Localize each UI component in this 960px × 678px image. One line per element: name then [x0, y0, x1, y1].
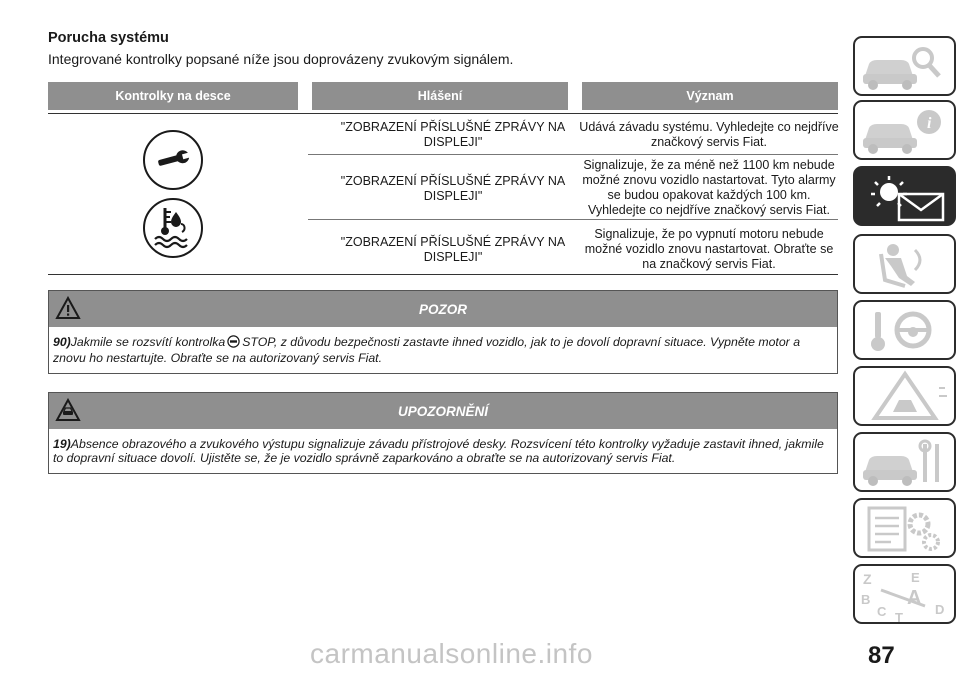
side-tab-car-tools[interactable] [853, 432, 956, 492]
table-header-message: Hlášení [312, 82, 568, 110]
specs-gear-icon [855, 500, 955, 556]
warning-body [49, 327, 837, 373]
index-letter: C [877, 604, 887, 619]
car-search-icon [855, 38, 955, 94]
wrench-warning-icon [143, 130, 203, 190]
watermark: carmanualsonline.info [310, 638, 593, 669]
side-tab-alphabet-index[interactable] [853, 564, 956, 624]
page-number: 87 [868, 642, 895, 669]
section-intro: Integrované kontrolky popsané níže jsou doprovázeny zvukovým signálem. [48, 51, 514, 67]
car-info-icon [855, 102, 955, 158]
car-tools-icon [855, 434, 955, 490]
seat-airbag-icon [855, 236, 955, 292]
steering-wheel-key-icon [855, 302, 955, 358]
side-tab-warning-lamps[interactable] [853, 166, 956, 226]
svg-text:i: i [927, 115, 932, 132]
row-3-meaning: Signalizuje, že po vypnutí motoru nebude možné vozidlo znovu nastartovat. Obraťte se na značkový servis Fiat. [584, 227, 834, 271]
coolant-temperature-icon [143, 198, 203, 258]
warning-header [49, 291, 837, 327]
row-1-message: "ZOBRAZENÍ PŘÍSLUŠNÉ ZPRÁVY NA DISPLEJI" [340, 120, 566, 149]
side-tab-car-info[interactable] [853, 100, 956, 160]
car-notice-icon [55, 398, 81, 425]
table-header-lamps: Kontrolky na desce [48, 82, 298, 110]
index-letter: Z [863, 571, 872, 587]
warning-ref: 90) [53, 335, 71, 349]
notice-header [49, 393, 837, 429]
side-tab-specs[interactable] [853, 498, 956, 558]
side-tab-seat-airbag[interactable] [853, 234, 956, 294]
warning-text-after: STOP, z důvodu bezpečnosti zastavte ihned vozidlo, jak to je dovolí dopravní situace. Vypněte motor a znovu ho nestartujte. Obraťte se na autorizovaný servis Fiat. [53, 335, 801, 365]
section-title: Porucha systému [48, 30, 169, 46]
notice-ref: 19) [53, 437, 71, 451]
road-warning-icon [855, 368, 955, 424]
table-top-rule [48, 113, 838, 114]
index-letter: T [895, 610, 903, 622]
notice-box [48, 392, 838, 474]
index-letter: D [935, 602, 945, 617]
side-tab-car-search[interactable] [853, 36, 956, 96]
notice-body [49, 429, 837, 473]
warning-box [48, 290, 838, 374]
row-2-message: "ZOBRAZENÍ PŘÍSLUŠNÉ ZPRÁVY NA DISPLEJI" [340, 174, 566, 203]
table-header-meaning: Význam [582, 82, 838, 110]
index-letter: A [907, 587, 922, 609]
row-2-meaning: Signalizuje, že za méně než 1100 km nebude možné znovu vozidlo nastartovat. Tyto alarmy se budou opakovat každých 100 km. Vyhledejte co nejdříve značkový servis Fiat. [582, 158, 836, 217]
warning-heading: POZOR [418, 301, 467, 317]
table-bottom-rule [48, 274, 838, 275]
alphabet-index-icon [855, 566, 955, 622]
warning-triangle-icon [55, 296, 81, 323]
stop-lamp-icon [227, 335, 240, 351]
warning-lamp-message-icon [855, 168, 955, 224]
side-tab-road-warning[interactable] [853, 366, 956, 426]
row-1-rule [308, 154, 838, 155]
row-1-meaning: Udává závadu systému. Vyhledejte co nejdříve značkový servis Fiat. [579, 120, 839, 149]
notice-heading: UPOZORNĚNÍ [397, 403, 488, 419]
index-letter: E [911, 570, 920, 585]
index-letter: B [861, 592, 871, 607]
row-2-rule [308, 219, 838, 220]
notice-text: Absence obrazového a zvukového výstupu signalizuje závadu přístrojové desky. Rozsvícení této kontrolky vyžaduje zastavit ihned, jakmile to dopravní situace dovolí. Ujistěte se, že je vozidlo správně zaparkováno a obraťte se na autorizovaný servis Fiat. [53, 437, 824, 465]
warning-text-before: Jakmile se rozsvítí kontrolka [70, 335, 226, 349]
row-3-message: "ZOBRAZENÍ PŘÍSLUŠNÉ ZPRÁVY NA DISPLEJI" [340, 235, 566, 264]
side-tab-steering-key[interactable] [853, 300, 956, 360]
